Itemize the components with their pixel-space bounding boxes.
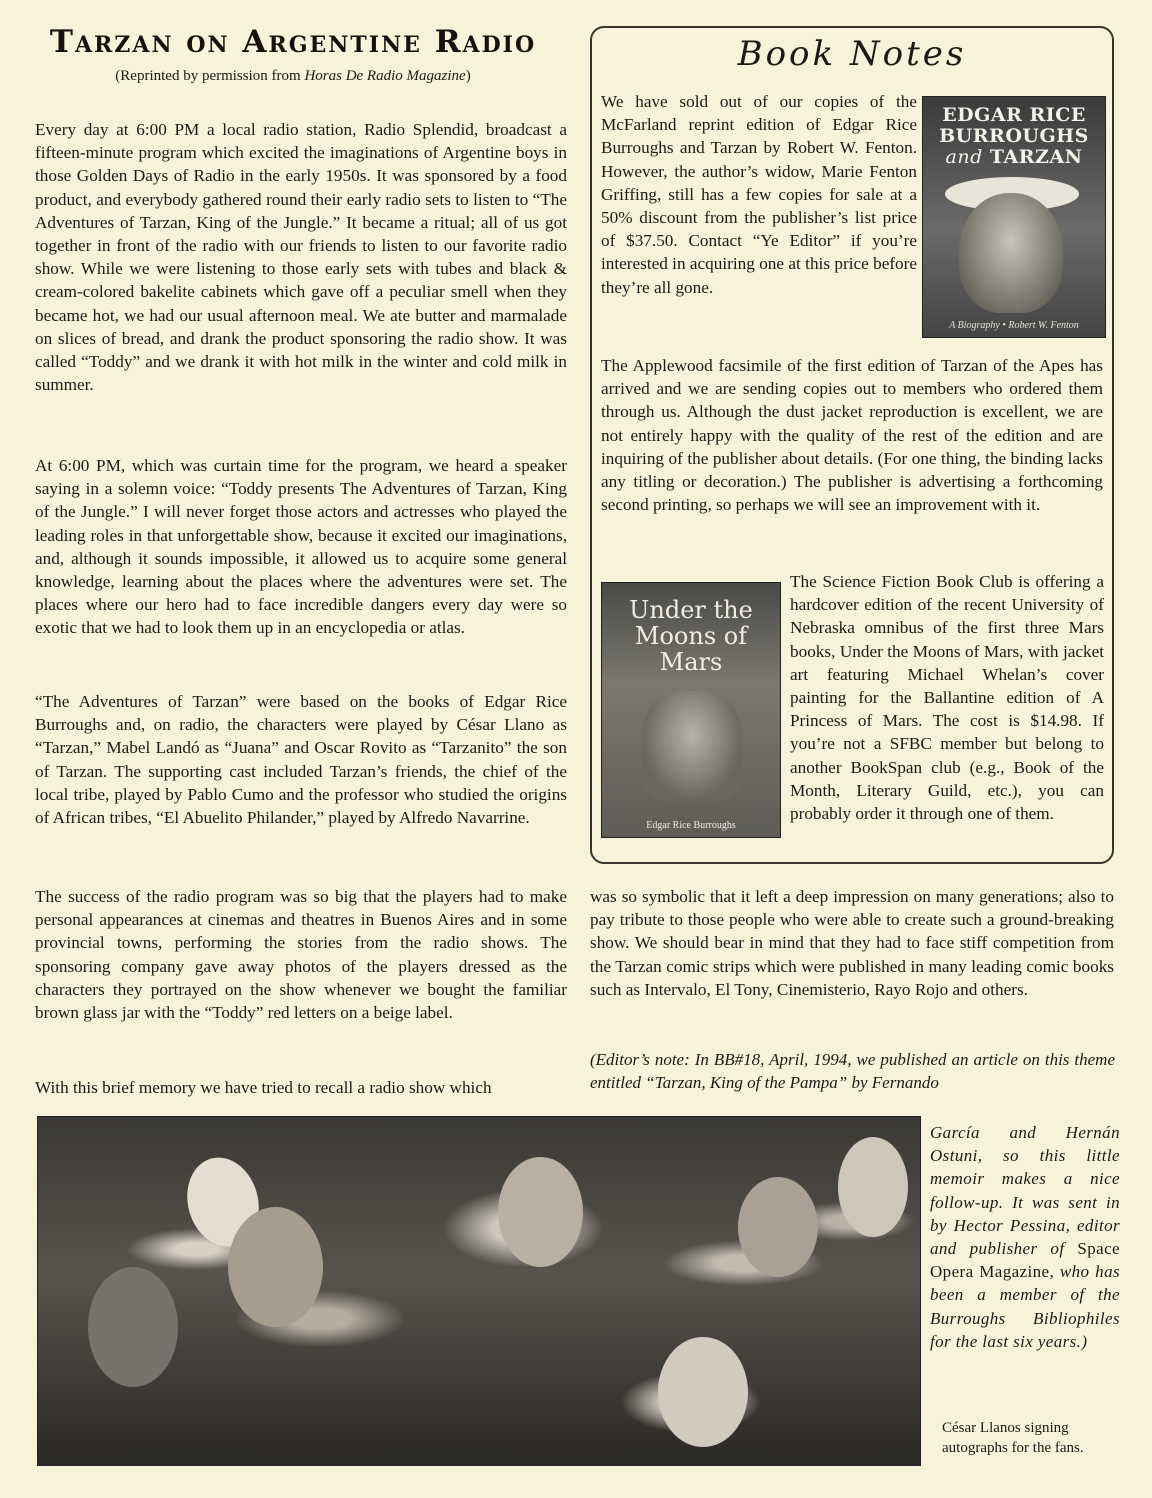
cover-title-line: EDGAR RICE <box>942 104 1086 126</box>
cover-portrait <box>959 193 1063 313</box>
photo-caption: César Llanos signing autographs for the fans. <box>942 1420 1084 1456</box>
cover-illustration <box>642 691 742 801</box>
reprint-prefix: (Reprinted by permission from <box>115 68 305 84</box>
cover-title <box>606 597 776 675</box>
editor-note-text: who has been a member of the Burroughs Bibliophiles for the last six years.) <box>930 1262 1120 1351</box>
editor-note: (Editor’s note: In BB#18, April, 1994, we published an article on this theme entitled “Tarzan, King of the Pampa” by Fernando <box>590 1050 1115 1093</box>
photo-figure <box>738 1177 818 1277</box>
cover-title-and: and <box>945 146 983 168</box>
book-note-paragraph: We have sold out of our copies of the McFarland reprint edition of Edgar Rice Burroughs and Tarzan by Robert W. Fenton. However, the author’s widow, Marie Fenton Griffing, still has a few copies for sale at a 50% discount from the publisher’s list price of $37.50. Contact “Ye Editor” if you’re interested in acquiring one at this price before they’re all gone. <box>601 92 917 297</box>
photo-autograph-signing <box>37 1116 921 1466</box>
photo-figure <box>498 1157 583 1267</box>
cover-title <box>929 105 1099 168</box>
cover-title-line: Moons of Mars <box>634 622 748 676</box>
reprint-source: Horas De Radio Magazine <box>304 68 466 84</box>
book-notes-title: Book Notes <box>737 34 967 74</box>
article-paragraph: With this brief memory we have tried to recall a radio show which <box>35 1078 492 1097</box>
editor-note-magazine: Space Opera Magazine, <box>930 1239 1120 1282</box>
photo-figure <box>88 1267 178 1387</box>
cover-title-tarzan: TARZAN <box>989 146 1083 168</box>
cover-subtitle: A Biography • Robert W. Fenton <box>949 320 1079 331</box>
cover-title-line: BURROUGHS <box>939 125 1089 147</box>
photo-figure <box>838 1137 908 1237</box>
cover-title-line <box>929 147 1099 168</box>
article-paragraph: The success of the radio program was so big that the players had to make personal appearances at cinemas and theatres in Buenos Aires and in some provincial towns, performing the stories from the radio shows. The sponsoring company gave away photos of the players dressed as the characters they portrayed on the show whenever we bought the familiar brown glass jar with the “Toddy” red letters on a beige label. <box>35 887 567 1023</box>
photo-figure <box>658 1337 748 1447</box>
editor-note-continued <box>930 1121 1120 1353</box>
photo-figure <box>228 1207 323 1327</box>
editor-note-text: García and Hernán Ostuni, so this little memoir makes a nice follow-up. It was sent in by Hector Pessina, editor and publisher of <box>930 1123 1120 1259</box>
article-paragraph: At 6:00 PM, which was curtain time for the program, we heard a speaker saying in a solemn voice: “Toddy presents The Adventures of Tarzan, King of the Jungle.” I will never forget those actors and actresses who played the leading roles in that unforgettable show, because it excited our imaginations, and, although it sounds impossible, it allowed us to acquire some general knowledge, learning about the places where the adventures were set. The places where our hero had to face incredible dangers every day were so exotic that we had to look them up in an encyclopedia or atlas. <box>35 456 567 638</box>
reprint-credit <box>28 68 558 85</box>
cover-author: Edgar Rice Burroughs <box>646 820 736 831</box>
book-cover-moons-of-mars <box>601 582 781 838</box>
article-paragraph: “The Adventures of Tarzan” were based on the books of Edgar Rice Burroughs and, on radio, the characters were played by César Llano as “Tarzan,” Mabel Landó as “Juana” and Oscar Rovito as “Tarzanito” the son of Tarzan. The supporting cast included Tarzan’s friends, the chief of the local tribe, played by Pablo Cumo and the professor who studied the origins of African tribes, “El Abuelito Philander,” played by Alfredo Navarrine. <box>35 692 567 828</box>
article-paragraph: was so symbolic that it left a deep impression on many generations; also to pay tribute to those people who were able to create such a ground-breaking show. We should bear in mind that they had to face stiff competition from the Tarzan comic strips which were published in many leading comic books such as Intervalo, El Tony, Cinemisterio, Rayo Rojo and others. <box>590 887 1114 999</box>
book-cover-erb-and-tarzan <box>922 96 1106 338</box>
book-note-paragraph: The Science Fiction Book Club is offering a hardcover edition of the recent University of Nebraska omnibus of the first three Mars books, Under the Moons of Mars, with jacket art featuring Michael Whelan’s cover painting for the Ballantine edition of A Princess of Mars. The cost is $14.98. If you’re not a SFBC member but belong to another BookSpan club (e.g., Book of the Month, Literary Guild, etc.), you can probably order it through one of them. <box>790 572 1104 824</box>
article-title: Tarzan on Argentine Radio <box>49 24 537 60</box>
book-note-paragraph: The Applewood facsimile of the first edition of Tarzan of the Apes has arrived and we are sending copies out to members who ordered them through us. Although the dust jacket reproduction is excellent, we are not entirely happy with the quality of the rest of the edition and are inquiring of the publisher about details. (For one thing, the binding lacks any titling or decoration.) The publisher is advertising a forthcoming second printing, so perhaps we will see an improvement with it. <box>601 356 1103 515</box>
reprint-suffix: ) <box>465 68 471 84</box>
cover-title-line: Under the <box>629 596 753 624</box>
article-paragraph: Every day at 6:00 PM a local radio station, Radio Splendid, broadcast a fifteen-minute program which excited the imaginations of Argentine boys in those Golden Days of Radio in the early 1950s. It was sponsored by a food product, and everybody gathered round their early radio sets to listen to “The Adventures of Tarzan, King of the Jungle.” It became a ritual; all of us got together in front of the radio with our friends to listen to our favorite radio show. While we were listening to those early sets with tubes and black & cream-colored bakelite cabinets which gave off a peculiar smell when they became hot, we had our usual afternoon meal. We ate butter and marmalade on slices of bread, and drank the product sponsoring the radio show. It was called “Toddy” and we drank it with hot milk in the winter and cold milk in summer. <box>35 120 567 395</box>
